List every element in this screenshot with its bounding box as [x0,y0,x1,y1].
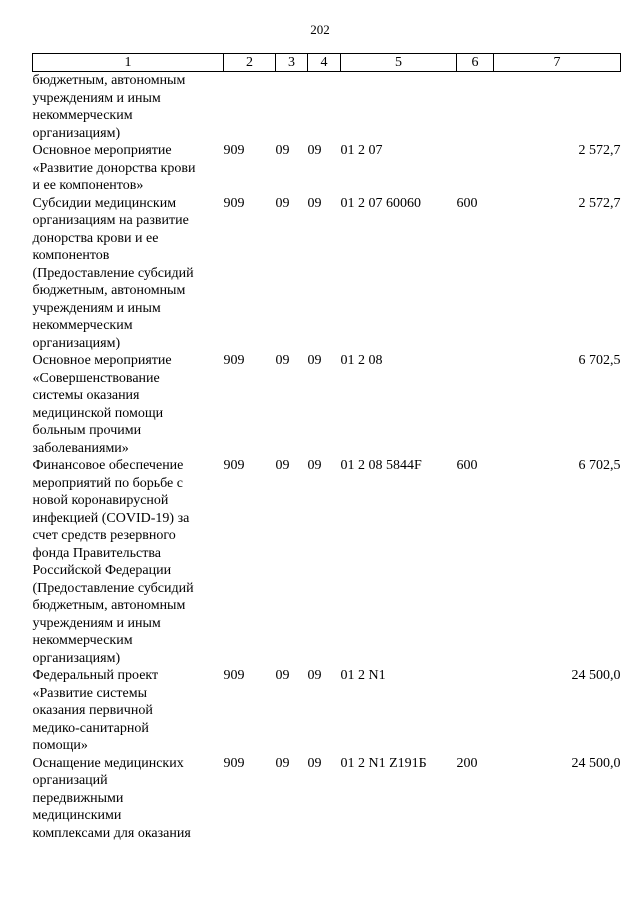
item-name-line: счет средств резервного [32,528,176,543]
item-name-line: «Развитие донорства крови [32,160,196,176]
section-code-cell: 09 [275,458,290,473]
ministry-code-cell: 909 [223,668,245,683]
column-header: 6 [457,54,494,72]
table-row [33,667,621,755]
header-row [33,54,621,72]
subsection-code-cell: 09 [307,668,322,683]
amount-cell: 6 702,5 [578,458,621,473]
table-row [33,195,621,353]
item-name-line: некоммерческим [32,318,133,333]
item-name-line: организациям) [32,125,121,141]
section-code-cell: 09 [275,668,290,683]
subsection-code-cell: 09 [307,195,322,211]
target-article-cell: 01 2 N1 [340,668,386,683]
item-name-line: организациям) [32,650,121,666]
expense-type-cell: 600 [456,195,478,211]
target-article-cell: 01 2 08 5844F [340,458,422,473]
subsection-code-cell: 09 [307,353,322,368]
item-name-line: новой коронавирусной [32,493,169,508]
item-name-line: учреждениям и иным [32,300,161,316]
ministry-code-cell [224,72,276,143]
expense-type-cell: 200 [456,755,478,771]
item-name-line: некоммерческим [32,108,133,123]
item-name-line: учреждениям и иным [32,615,161,631]
item-name-line: оказания первичной [32,703,153,718]
item-name-line: бюджетным, автономным [32,283,186,298]
section-code-cell [276,72,308,143]
item-name-line: компонентов [32,248,110,263]
item-name-line: (Предоставление субсидий [32,265,194,281]
expense-type-cell: 600 [456,458,478,473]
item-name-line: инфекцией (COVID-19) за [32,510,190,526]
item-name-line: мероприятий по борьбе с [32,475,183,491]
target-article-cell: 01 2 07 [340,143,383,158]
ministry-code-cell: 909 [223,195,245,211]
table-row [33,142,621,195]
ministry-code-cell: 909 [223,458,245,473]
expense-type-cell [457,352,494,457]
ministry-code-cell: 909 [223,353,245,368]
section-code-cell: 09 [275,195,290,211]
expense-type-cell [457,142,494,195]
budget-table [32,53,621,842]
item-name-line: и ее компонентов» [32,178,144,193]
column-header: 7 [494,54,621,72]
item-name-line: медико-санитарной [32,720,149,736]
item-name-line: некоммерческим [32,633,133,648]
amount-cell [494,72,621,143]
item-name-line: донорства крови и ее [32,230,159,246]
column-header: 4 [308,54,341,72]
target-article-cell: 01 2 07 60060 [340,195,421,211]
item-name-line: Федеральный проект [32,668,159,683]
ministry-code-cell: 909 [223,143,245,158]
amount-cell: 6 702,5 [578,353,621,368]
target-article-cell: 01 2 08 [340,353,383,368]
item-name-line: «Совершенствование [32,370,160,386]
item-name-line: системы оказания [32,388,140,403]
item-name-line: комплексами для оказания [32,825,191,841]
amount-cell: 2 572,7 [578,143,621,158]
item-name-line: бюджетным, автономным [32,598,186,613]
column-header: 5 [341,54,457,72]
item-name-line: Субсидии медицинским [32,195,177,211]
column-header: 2 [224,54,276,72]
subsection-code-cell [308,72,341,143]
target-article-cell: 01 2 N1 Z191Б [340,755,427,771]
ministry-code-cell: 909 [223,755,245,771]
table-body [33,72,621,843]
table-row [33,755,621,843]
amount-cell: 2 572,7 [578,195,621,211]
target-article-cell [341,72,457,143]
item-name-line: заболеваниями» [32,440,129,456]
item-name-line: больным прочими [32,423,142,438]
item-name-line: бюджетным, автономным [32,73,186,88]
section-code-cell: 09 [275,143,290,158]
section-code-cell: 09 [275,353,290,368]
subsection-code-cell: 09 [307,458,322,473]
item-name-cell [33,667,224,755]
item-name-line: «Развитие системы [32,685,147,701]
item-name-line: Финансовое обеспечение [32,458,184,473]
subsection-code-cell: 09 [307,755,322,771]
column-header: 1 [33,54,224,72]
item-name-line: Основное мероприятие [32,353,172,368]
item-name-line: организациям на развитие [32,213,189,228]
page-number: 202 [310,22,330,37]
item-name-cell [33,142,224,195]
item-name-line: медицинской помощи [32,405,164,421]
item-name-cell [33,72,224,143]
table-row [33,72,621,143]
item-name-cell [33,195,224,353]
column-header: 3 [276,54,308,72]
table-row [33,352,621,457]
item-name-line: медицинскими [32,808,122,823]
item-name-line: организациям) [32,335,121,351]
item-name-line: организаций [32,773,108,788]
item-name-cell [33,457,224,667]
expense-type-cell [457,72,494,143]
amount-cell: 24 500,0 [571,668,621,683]
item-name-line: Основное мероприятие [32,143,172,158]
section-code-cell: 09 [275,755,290,771]
item-name-cell [33,352,224,457]
item-name-cell [33,755,224,843]
item-name-line: Оснащение медицинских [32,755,184,771]
item-name-line: помощи» [32,738,88,753]
subsection-code-cell: 09 [307,143,322,158]
item-name-line: (Предоставление субсидий [32,580,194,596]
item-name-line: передвижными [32,790,124,806]
amount-cell: 24 500,0 [571,755,621,771]
item-name-line: учреждениям и иным [32,90,161,106]
item-name-line: Российской Федерации [32,563,172,578]
item-name-line: фонда Правительства [32,545,162,561]
expense-type-cell [457,667,494,755]
table-row [33,457,621,667]
